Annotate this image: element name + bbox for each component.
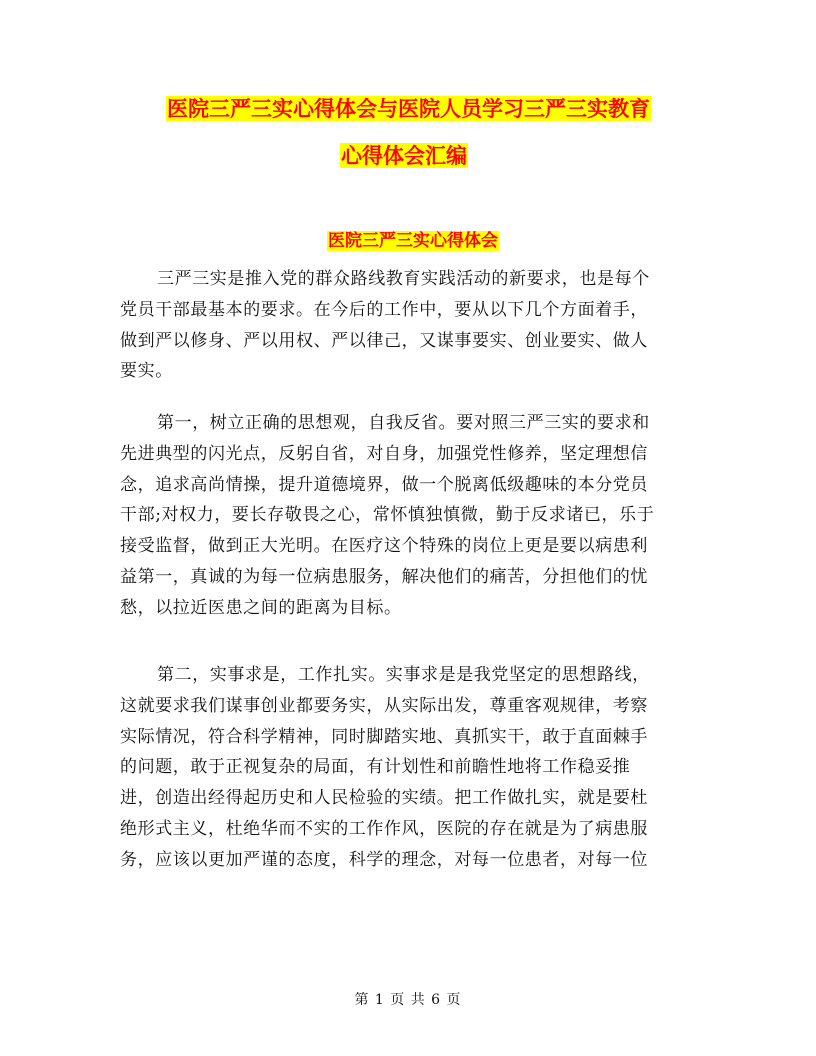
paragraph-line: 这就要求我们谋事创业都要务实，从实际出发，尊重客观规律，考察 [120,695,648,716]
document-title-text-2: 心得体会汇编 [341,143,467,168]
paragraph-line: 第二，实事求是，工作扎实。实事求是是我党坚定的思想路线， [157,665,650,685]
paragraph-line: 三严三实是推入党的群众路线教育实践活动的新要求，也是每个 [157,269,650,289]
paragraph-line: 进，创造出经得起历史和人民检验的实绩。把工作做扎实，就是要杜 [120,788,648,809]
document-title-text-1: 医院三严三实心得体会与医院人员学习三严三实教育 [167,96,650,121]
paragraph-line: 念，追求高尚情操，提升道德境界，做一个脱离低级趣味的本分党员 [120,474,648,495]
paragraph-line: 第一，树立正确的思想观，自我反省。要对照三严三实的要求和 [157,413,650,433]
paragraph-line: 党员干部最基本的要求。在今后的工作中，要从以下几个方面着手， [120,299,648,320]
paragraph-line: 的问题，敢于正视复杂的局面，有计划性和前瞻性地将工作稳妥推 [120,757,631,778]
paragraph-line: 绝形式主义，杜绝华而不实的工作作风，医院的存在就是为了病患服 [120,818,648,839]
paragraph-line: 愁，以拉近医患之间的距离为目标。 [120,597,402,618]
paragraph-1 [120,264,695,387]
section-heading-text: 医院三严三实心得体会 [328,231,498,251]
paragraph-line: 实际情况，符合科学精神，同时脚踏实地、真抓实干，敢于直面棘手 [120,726,648,747]
paragraph-line: 干部;对权力，要长存敬畏之心，常怀慎独慎微，勤于反求诸已，乐于 [120,505,655,526]
paragraph-line: 益第一，真诚的为每一位病患服务，解决他们的痛苦，分担他们的忧 [120,566,648,587]
document-title-line-2 [340,141,468,170]
paragraph-line: 接受监督，做到正大光明。在医疗这个特殊的岗位上更是要以病患利 [120,536,648,557]
document-title-line-1 [166,94,651,123]
section-heading [327,228,499,254]
page-footer: 第 1 页 共 6 页 [354,992,462,1008]
paragraph-line: 要实。 [120,361,173,382]
paragraph-2 [120,408,695,624]
paragraph-line: 先进典型的闪光点，反躬自省，对自身，加强党性修养，坚定理想信 [120,443,648,464]
paragraph-line: 务，应该以更加严谨的态度，科学的理念，对每一位患者，对每一位 [120,849,648,870]
paragraph-3 [120,660,695,876]
paragraph-line: 做到严以修身、严以用权、严以律己，又谋事要实、创业要实、做人 [120,330,648,351]
